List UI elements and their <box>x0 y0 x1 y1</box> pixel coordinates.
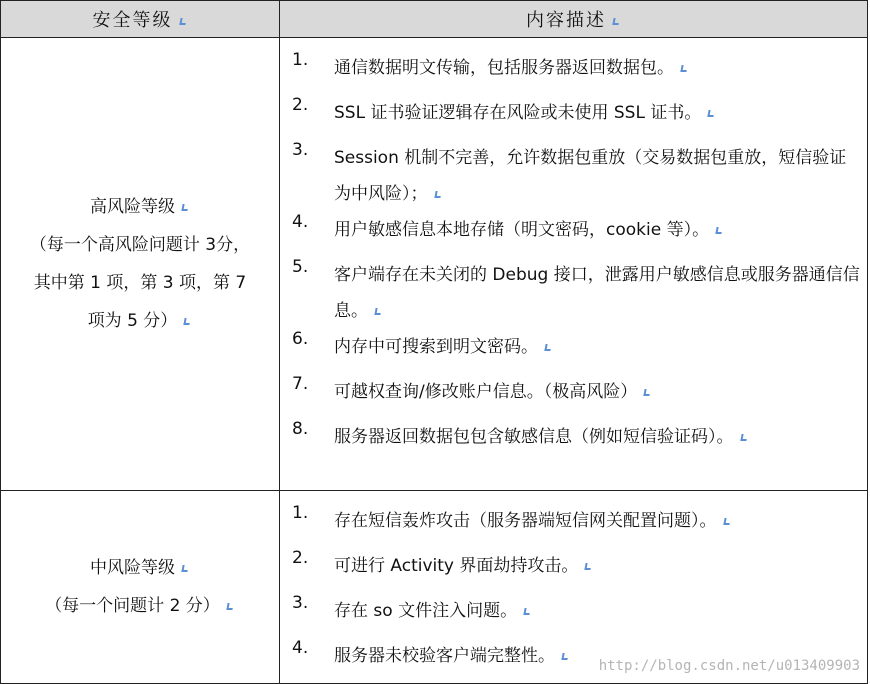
item-number: 8. <box>292 419 309 439</box>
paragraph-mark-icon <box>225 602 235 612</box>
item-text: 可越权查询/修改账户信息。（极高风险） <box>334 382 638 402</box>
item-number: 5. <box>292 257 309 277</box>
paragraph-mark-icon <box>182 317 192 327</box>
header-description-text: 内容描述 <box>526 10 606 31</box>
paragraph-mark-icon <box>180 203 190 213</box>
medium-risk-description-cell <box>280 491 868 684</box>
paragraph-mark-icon <box>178 17 188 27</box>
item-text: 可进行 Activity 界面劫持攻击。 <box>334 556 579 576</box>
list-item <box>280 374 867 419</box>
item-number: 4. <box>292 212 309 232</box>
high-risk-item-list <box>280 38 867 464</box>
list-item <box>280 548 867 593</box>
list-item <box>280 503 867 548</box>
header-level <box>1 1 280 38</box>
list-item <box>280 212 867 257</box>
high-risk-description-cell <box>280 38 868 491</box>
list-item <box>280 593 867 638</box>
paragraph-mark-icon <box>611 17 621 27</box>
high-risk-note-line3: 项为 5 分） <box>87 311 178 331</box>
medium-risk-level-cell <box>1 491 280 684</box>
high-risk-note-line2: 其中第 1 项，第 3 项，第 7 <box>33 273 247 293</box>
item-text: 存在 so 文件注入问题。 <box>334 601 518 621</box>
watermark: http://blog.csdn.net/u013409903 <box>598 658 860 674</box>
list-item <box>280 257 867 329</box>
item-text: SSL 证书验证逻辑存在风险或未使用 SSL 证书。 <box>334 103 702 123</box>
item-text: 服务器返回数据包包含敏感信息（例如短信验证码）。 <box>334 427 734 447</box>
item-text: 客户端存在未关闭的 Debug 接口，泄露用户敏感信息或服务器通信信息。 <box>334 265 860 321</box>
item-text: 服务器未校验客户端完整性。 <box>334 646 555 666</box>
list-item <box>280 140 867 212</box>
paragraph-mark-icon <box>583 562 593 572</box>
table-header-row <box>1 1 868 38</box>
list-item <box>280 329 867 374</box>
table-row-medium-risk <box>1 491 868 684</box>
paragraph-mark-icon <box>739 433 749 443</box>
item-text: 存在短信轰炸攻击（服务器端短信网关配置问题）。 <box>334 511 717 531</box>
paragraph-mark-icon <box>642 388 652 398</box>
item-number: 2. <box>292 95 309 115</box>
paragraph-mark-icon <box>722 517 732 527</box>
paragraph-mark-icon <box>522 607 532 617</box>
item-number: 3. <box>292 140 309 160</box>
medium-risk-item-list <box>280 491 867 683</box>
paragraph-mark-icon <box>679 64 689 74</box>
item-number: 4. <box>292 638 309 658</box>
high-risk-level-cell <box>1 38 280 491</box>
high-risk-title: 高风险等级 <box>90 197 175 217</box>
paragraph-mark-icon <box>560 652 570 662</box>
item-text: 通信数据明文传输，包括服务器返回数据包。 <box>334 58 674 78</box>
high-risk-note-line1: （每一个高风险问题计 3分， <box>29 235 251 255</box>
item-number: 3. <box>292 593 309 613</box>
item-number: 6. <box>292 329 309 349</box>
list-item <box>280 95 867 140</box>
paragraph-mark-icon <box>373 307 383 317</box>
item-number: 1. <box>292 503 309 523</box>
item-number: 2. <box>292 548 309 568</box>
paragraph-mark-icon <box>714 226 724 236</box>
item-text: Session 机制不完善，允许数据包重放（交易数据包重放，短信验证为中风险）； <box>334 148 847 204</box>
item-text: 内存中可搜索到明文密码。 <box>334 337 538 357</box>
paragraph-mark-icon <box>706 109 716 119</box>
header-level-text: 安全等级 <box>92 10 173 31</box>
paragraph-mark-icon <box>433 190 443 200</box>
paragraph-mark-icon <box>543 343 553 353</box>
list-item <box>280 419 867 464</box>
table-row-high-risk <box>1 38 868 491</box>
header-description <box>280 1 868 38</box>
item-number: 7. <box>292 374 309 394</box>
item-text: 用户敏感信息本地存储（明文密码，cookie 等）。 <box>334 220 710 240</box>
paragraph-mark-icon <box>180 564 190 574</box>
medium-risk-note: （每一个问题计 2 分） <box>45 596 220 616</box>
item-number: 1. <box>292 50 309 70</box>
medium-risk-title: 中风险等级 <box>90 558 175 578</box>
list-item <box>280 50 867 95</box>
